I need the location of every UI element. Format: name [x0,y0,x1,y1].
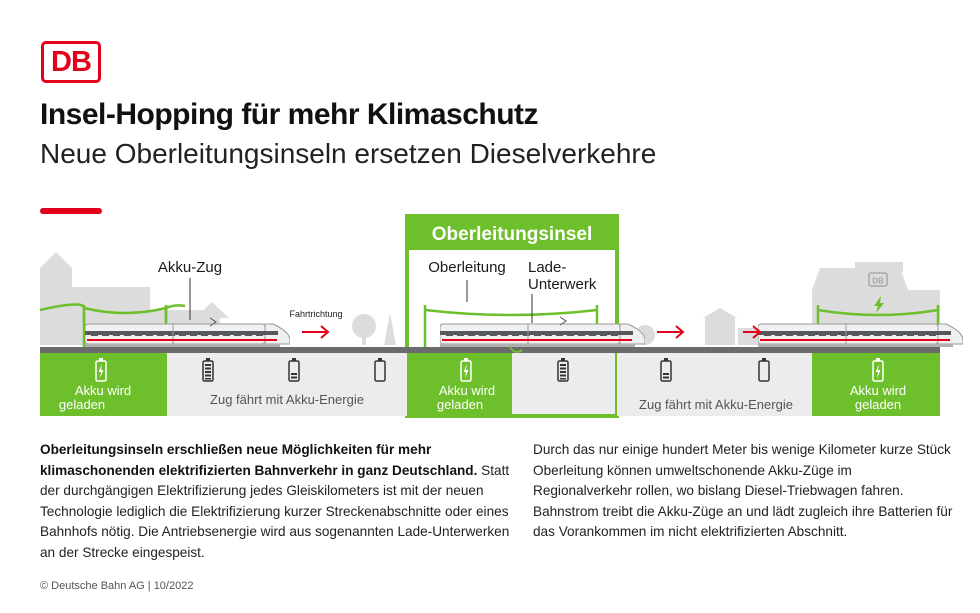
label-oberleitung: Oberleitung [428,259,506,276]
akku-train-right [758,324,963,347]
label-lade-line2: Unterwerk [528,276,597,293]
station-sign-text: DB [872,276,884,286]
label-fahrtrichtung: Fahrtrichtung [289,309,343,319]
direction-arrow-1 [302,326,328,338]
charging-label-left-line1: Akku wird [74,383,132,398]
intro-body: Statt der durchgängigen Elektrifizierung jedes Gleiskilometers ist mit der neuen Technologie lediglich die Elektrifizierung kurzer Streckenabschnitte oder eines Bahnhofs nötig. Die Antriebsenergie wird aus sogenannten Lade-Unterwerken an der Strecke eingespeist. [40,462,510,560]
church-building [40,252,72,300]
detail-paragraph: Durch das nur einige hundert Meter bis wenige Kilometer kurze Stück Oberleitung können umweltschonende Akku-Züge im Regionalverkehr rollen, wo bislang Diesel-Triebwagen fahren. Bahnstrom treibt die Akku-Züge an und lädt zugleich ihre Batterien für das Vorankommen im nicht elektrifizierten Abschnitt. [533,442,953,540]
charging-label-island-line1: Akku wird [438,383,496,398]
direction-arrow-2 [657,326,683,338]
akku-train-island [440,324,645,347]
page-title: Insel-Hopping für mehr Klimaschutz [40,98,539,131]
island-heading: Oberleitungsinsel [431,224,593,245]
intro-lead: Oberleitungsinseln erschließen neue Möglichkeiten für mehr klimaschonenden elektrifizierten Bahnverkehr in ganz Deutschland. [40,442,478,478]
charging-label-right-line1: Akku wird [849,383,907,398]
page-subtitle: Neue Oberleitungsinseln ersetzen Dieselverkehre [40,138,657,169]
driving-section-island [512,353,615,414]
charging-label-island-line2: geladen [436,397,484,412]
copyright-notice: © Deutsche Bahn AG | 10/2022 [40,580,194,592]
railway-track [40,347,940,353]
intro-paragraph [40,440,510,564]
driving-label-left: Zug fährt mit Akku-Energie [210,392,364,407]
charging-label-left-line2: geladen [58,397,106,412]
charging-label-right-line2: geladen [854,397,902,412]
akku-train-left [85,324,290,347]
db-logo-text: DB [51,45,91,78]
label-lade-line1: Lade- [528,259,567,276]
tree-pine [384,313,396,345]
label-akku-zug: Akku-Zug [157,259,223,276]
driving-label-right: Zug fährt mit Akku-Energie [639,397,793,412]
